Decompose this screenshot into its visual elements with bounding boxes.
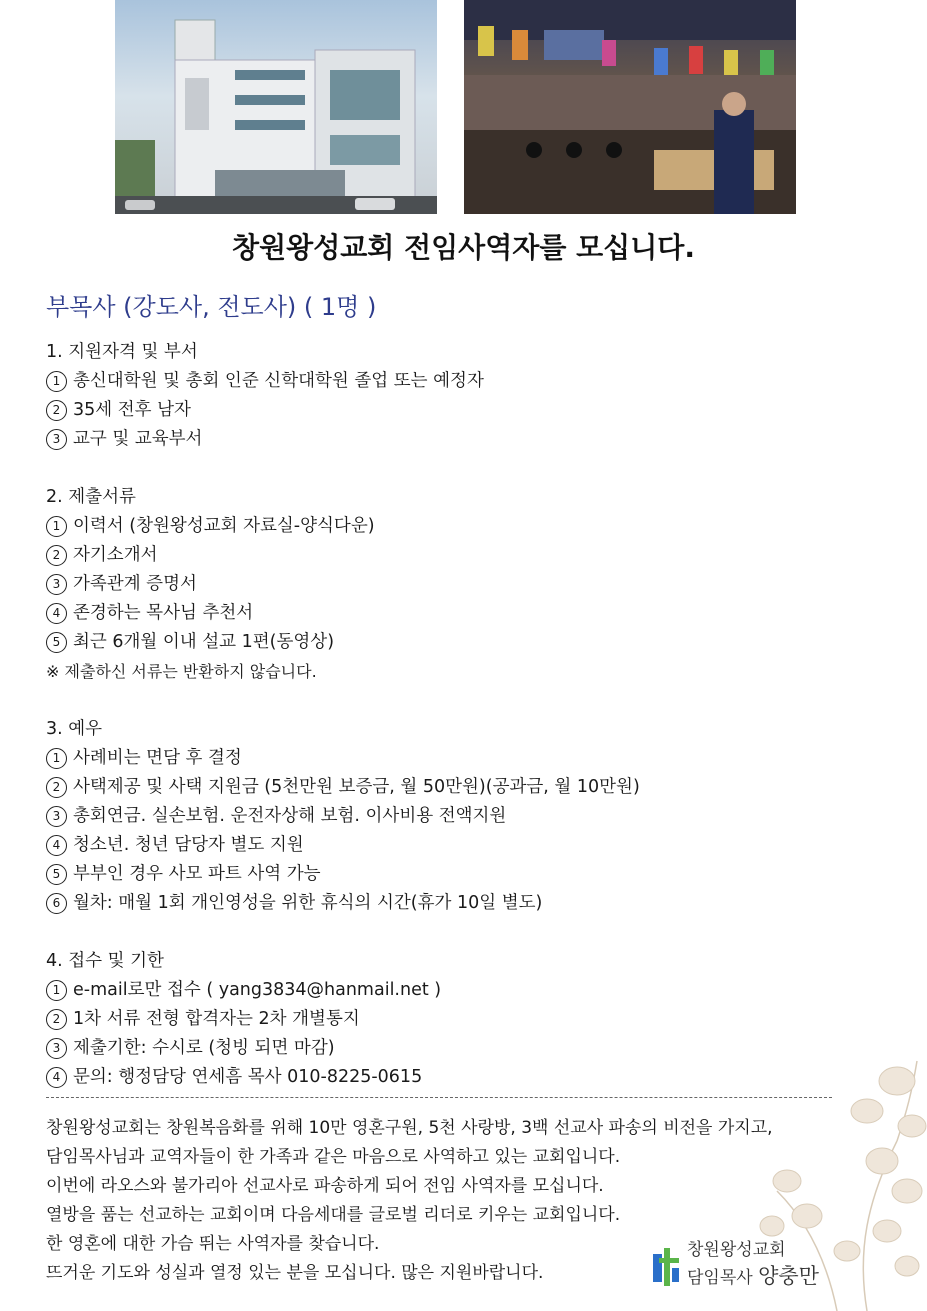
- section-title: 1. 지원자격 및 부서: [46, 342, 198, 362]
- circled-number: 5: [46, 864, 67, 885]
- item-text: 제출기한: 수시로 (청빙 되면 마감): [73, 1038, 335, 1058]
- circled-number: 2: [46, 1009, 67, 1030]
- item-text: 교구 및 교육부서: [73, 429, 203, 449]
- item-text: 최근 6개월 이내 설교 1편(동영상): [73, 632, 335, 652]
- circled-number: 4: [46, 1067, 67, 1088]
- closing-line: 이번에 라오스와 불가리아 선교사로 파송하게 되어 전임 사역자를 모십니다.: [46, 1176, 604, 1196]
- item-text: 문의: 행정담당 연세흠 목사 010-8225-0615: [73, 1067, 423, 1087]
- list-item: [46, 599, 866, 628]
- section-note: ※ 제출하신 서류는 반환하지 않습니다.: [46, 662, 317, 681]
- circled-number: 3: [46, 429, 67, 450]
- item-text: 가족관계 증명서: [73, 574, 197, 594]
- signature-church-name: 창원왕성교회: [687, 1240, 786, 1260]
- circled-number: 1: [46, 980, 67, 1001]
- closing-line: 담임목사님과 교역자들이 한 가족과 같은 마음으로 사역하고 있는 교회입니다.: [46, 1147, 621, 1167]
- list-item: [46, 1063, 866, 1092]
- section-title: 2. 제출서류: [46, 487, 136, 507]
- list-item: [46, 1034, 866, 1063]
- list-item: [46, 860, 866, 889]
- list-item: [46, 831, 866, 860]
- list-item: [46, 976, 866, 1005]
- circled-number: 6: [46, 893, 67, 914]
- item-text: 이력서 (창원왕성교회 자료실-양식다운): [73, 516, 375, 536]
- circled-number: 2: [46, 400, 67, 421]
- section-title: 3. 예우: [46, 719, 103, 739]
- circled-number: 3: [46, 806, 67, 827]
- position-title: 부목사 (강도사, 전도사) ( 1명 ): [46, 293, 377, 321]
- section-title: 4. 접수 및 기한: [46, 951, 164, 971]
- circled-number: 3: [46, 574, 67, 595]
- circled-number: 4: [46, 603, 67, 624]
- page-headline: 창원왕성교회 전임사역자를 모십니다.: [232, 231, 695, 264]
- cross-logo-icon: [653, 1248, 679, 1286]
- circled-number: 1: [46, 748, 67, 769]
- item-text: 부부인 경우 사모 파트 사역 가능: [73, 864, 321, 884]
- list-item: [46, 1005, 866, 1034]
- list-item: [46, 541, 866, 570]
- item-text: e-mail로만 접수 ( yang3834@hanmail.net ): [73, 980, 442, 1000]
- list-item: [46, 744, 866, 773]
- closing-line: 창원왕성교회는 창원복음화를 위해 10만 영혼구원, 5천 사랑방, 3백 선교사 파송의 비전을 가지고,: [46, 1118, 773, 1138]
- list-item: [46, 570, 866, 599]
- building-illustration: [115, 0, 437, 214]
- item-text: 사례비는 면담 후 결정: [73, 748, 242, 768]
- item-text: 총회연금. 실손보험. 운전자상해 보험. 이사비용 전액지원: [73, 806, 507, 826]
- circled-number: 2: [46, 777, 67, 798]
- item-text: 1차 서류 전형 합격자는 2차 개별통지: [73, 1009, 360, 1029]
- circled-number: 1: [46, 516, 67, 537]
- recruitment-details: [46, 338, 866, 1092]
- item-text: 35세 전후 남자: [73, 400, 191, 420]
- item-text: 자기소개서: [73, 545, 158, 565]
- signature-pastor: [687, 1262, 819, 1290]
- list-item: [46, 367, 866, 396]
- dashed-divider: [46, 1097, 832, 1098]
- item-text: 존경하는 목사님 추천서: [73, 603, 254, 623]
- circled-number: 2: [46, 545, 67, 566]
- pastor-name: 양충만: [758, 1264, 819, 1288]
- item-text: 사택제공 및 사택 지원금 (5천만원 보증금, 월 50만원)(공과금, 월 10만원): [73, 777, 640, 797]
- list-item: [46, 802, 866, 831]
- closing-line: 한 영혼에 대한 가슴 뛰는 사역자를 찾습니다.: [46, 1234, 380, 1254]
- circled-number: 1: [46, 371, 67, 392]
- item-text: 월차: 매월 1회 개인영성을 위한 휴식의 시간(휴가 10일 별도): [73, 893, 543, 913]
- circled-number: 3: [46, 1038, 67, 1059]
- list-item: [46, 425, 866, 454]
- list-item: [46, 396, 866, 425]
- circled-number: 4: [46, 835, 67, 856]
- list-item: [46, 512, 866, 541]
- list-item: [46, 773, 866, 802]
- item-text: 청소년. 청년 담당자 별도 지원: [73, 835, 304, 855]
- closing-line: 뜨거운 기도와 성실과 열정 있는 분을 모십니다. 많은 지원바랍니다.: [46, 1263, 544, 1283]
- closing-line: 열방을 품는 선교하는 교회이며 다음세대를 글로벌 리더로 키우는 교회입니다.: [46, 1205, 621, 1225]
- circled-number: 5: [46, 632, 67, 653]
- list-item: [46, 889, 866, 918]
- church-building-photo: [115, 0, 437, 214]
- item-text: 총신대학원 및 총회 인준 신학대학원 졸업 또는 예정자: [73, 371, 484, 391]
- worship-illustration: [464, 0, 796, 214]
- pastor-title: 담임목사: [687, 1268, 753, 1288]
- worship-service-photo: [464, 0, 796, 214]
- list-item: [46, 628, 866, 657]
